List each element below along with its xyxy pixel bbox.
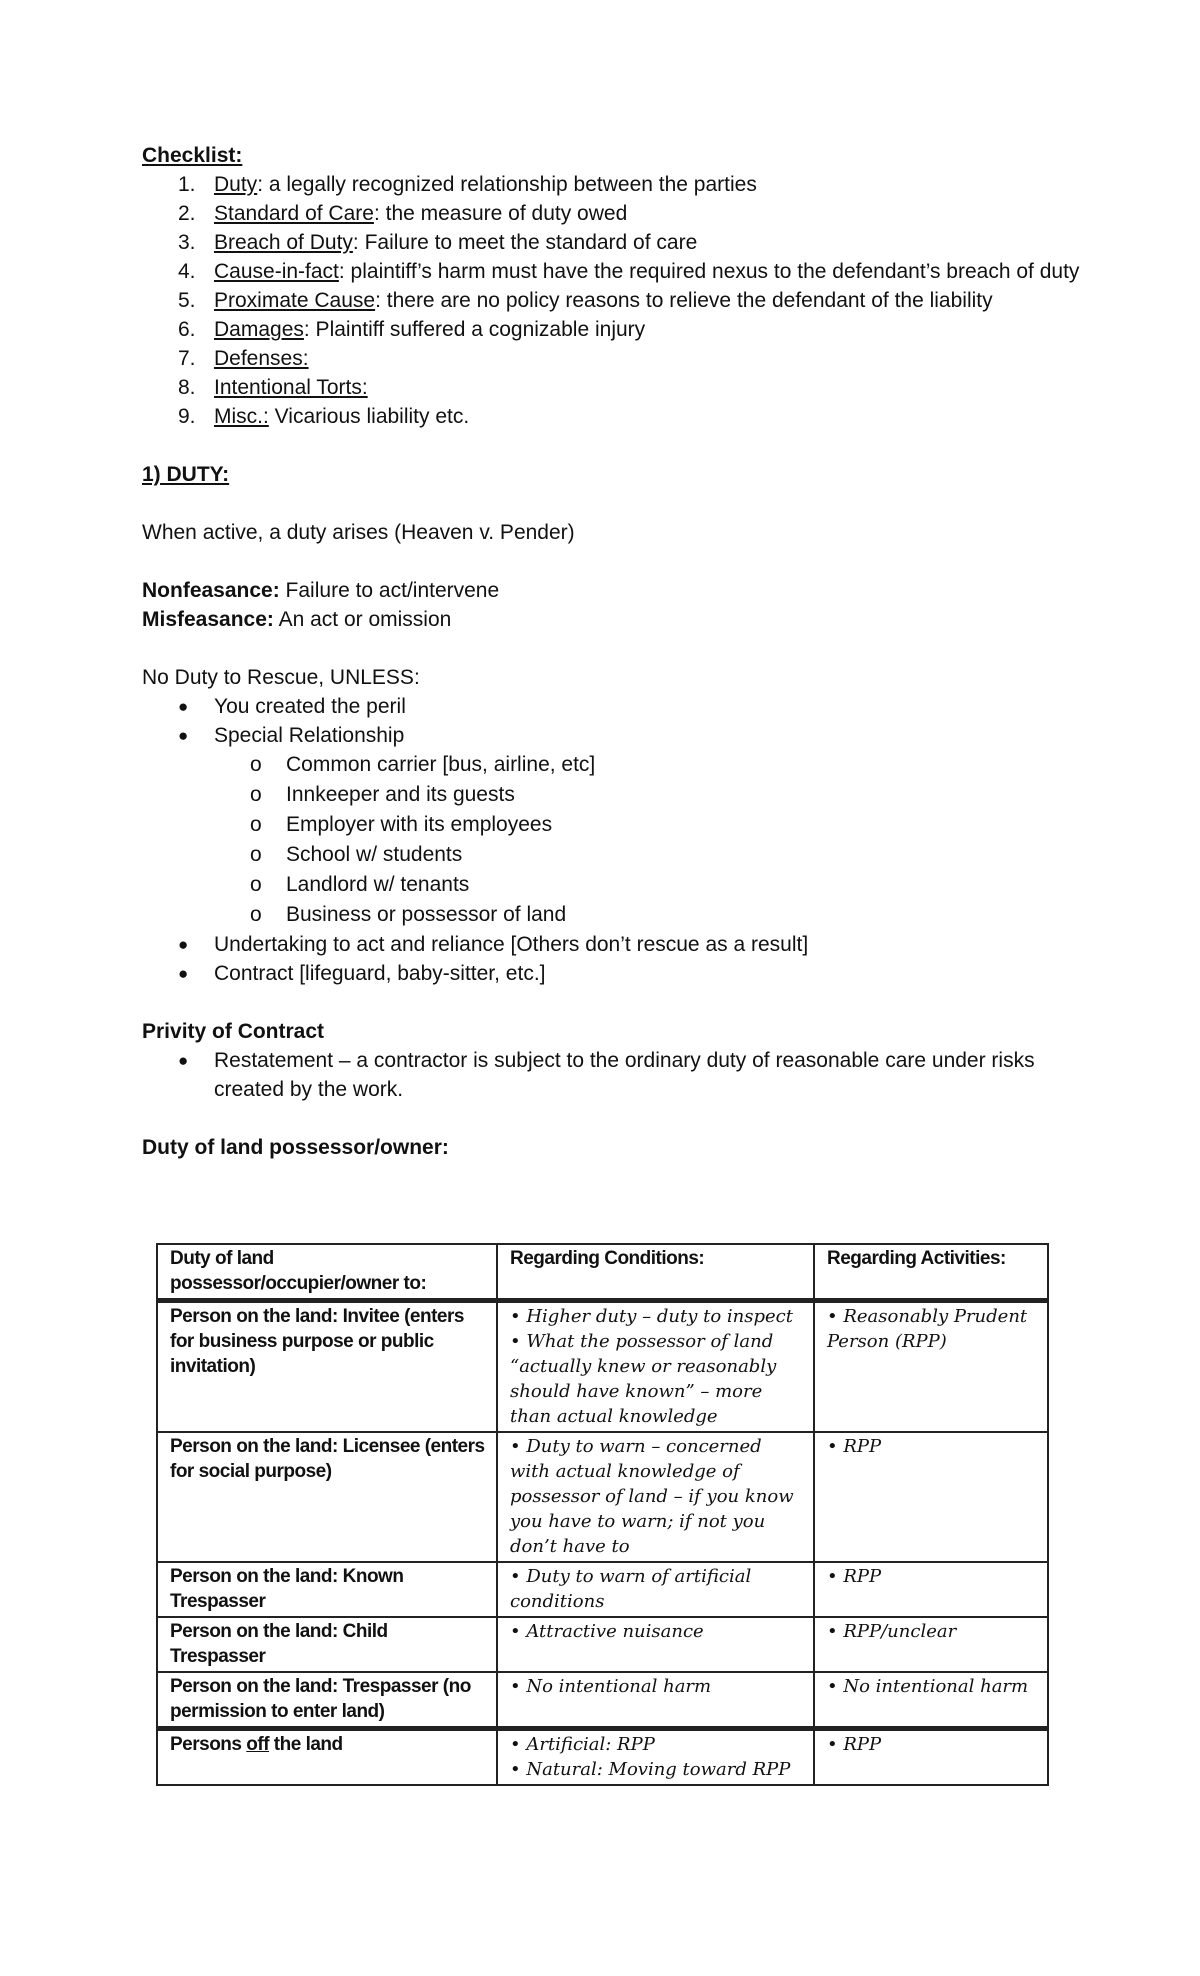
list-item: ● Undertaking to act and reliance [Others don’t rescue as a result] <box>142 930 1082 959</box>
rescue-list <box>142 692 1082 988</box>
list-item: o Business or possessor of land <box>214 900 1082 930</box>
table-row <box>157 1301 1048 1433</box>
table-header-cell: Regarding Activities: <box>814 1244 1048 1301</box>
table-cell: • Reasonably Prudent Person (RPP) <box>814 1301 1048 1433</box>
table-cell: Person on the land: Child Trespasser <box>157 1617 497 1672</box>
bullet-icon: ● <box>178 697 189 716</box>
privity-list <box>142 1046 1082 1104</box>
rescue-intro: No Duty to Rescue, UNLESS: <box>142 666 420 689</box>
misfeasance-line: Misfeasance: An act or omission <box>142 608 452 631</box>
table-header-cell: Regarding Conditions: <box>497 1244 814 1301</box>
list-item: o Common carrier [bus, airline, etc] <box>214 750 1082 780</box>
table-row <box>157 1617 1048 1672</box>
special-relationship-list <box>214 750 1082 930</box>
table-header-row <box>157 1244 1048 1301</box>
table-cell: • Duty to warn of artificial conditions <box>497 1562 814 1617</box>
table-cell: • RPP <box>814 1562 1048 1617</box>
bullet-icon: ● <box>178 964 189 983</box>
table-cell: • No intentional harm <box>497 1672 814 1729</box>
nonfeasance-line: Nonfeasance: Failure to act/intervene <box>142 579 500 602</box>
checklist-item: 5. Proximate Cause: there are no policy reasons to relieve the defendant of the liability <box>178 289 993 312</box>
checklist-item: 3. Breach of Duty: Failure to meet the standard of care <box>178 231 698 254</box>
list-item: o Landlord w/ tenants <box>214 870 1082 900</box>
bullet-icon: ● <box>178 726 189 745</box>
table-cell: • RPP <box>814 1729 1048 1786</box>
circle-bullet-icon: o <box>250 873 262 896</box>
circle-bullet-icon: o <box>250 783 262 806</box>
land-duty-table <box>156 1243 1049 1786</box>
checklist-item: 7. Defenses: <box>178 347 309 370</box>
checklist-item: 4. Cause-in-fact: plaintiff’s harm must have the required nexus to the defendant’s breach of duty <box>178 260 1080 283</box>
table-cell: • Duty to warn – concerned with actual knowledge of possessor of land – if you know you have to warn; if not you don’t have to <box>497 1432 814 1562</box>
list-item: o Innkeeper and its guests <box>214 780 1082 810</box>
duty-heading: 1) DUTY: <box>142 463 230 486</box>
table-cell: Person on the land: Known Trespasser <box>157 1562 497 1617</box>
table-cell: Person on the land: Licensee (enters for social purpose) <box>157 1432 497 1562</box>
checklist-item: 9. Misc.: Vicarious liability etc. <box>178 405 470 428</box>
checklist-item: 8. Intentional Torts: <box>178 376 368 399</box>
circle-bullet-icon: o <box>250 753 262 776</box>
table-cell: Persons off the land <box>157 1729 497 1786</box>
list-item: ● Contract [lifeguard, baby-sitter, etc.] <box>142 959 1082 988</box>
table-row <box>157 1672 1048 1729</box>
table-row <box>157 1432 1048 1562</box>
list-item: ● Restatement – a contractor is subject to the ordinary duty of reasonable care under risks created by the work. <box>142 1046 1082 1104</box>
checklist-title: Checklist: <box>142 144 243 167</box>
circle-bullet-icon: o <box>250 903 262 926</box>
table-header-cell: Duty of land possessor/occupier/owner to: <box>157 1244 497 1301</box>
list-item: o School w/ students <box>214 840 1082 870</box>
privity-heading: Privity of Contract <box>142 1020 325 1043</box>
list-item: o Employer with its employees <box>214 810 1082 840</box>
table-cell: Person on the land: Invitee (enters for business purpose or public invitation) <box>157 1301 497 1433</box>
checklist-item: 1. Duty: a legally recognized relationship between the parties <box>178 173 757 196</box>
table-cell: • Artificial: RPP • Natural: Moving toward RPP <box>497 1729 814 1786</box>
table-cell: • Attractive nuisance <box>497 1617 814 1672</box>
table-row <box>157 1562 1048 1617</box>
document-body <box>142 141 1082 1162</box>
checklist-item: 2. Standard of Care: the measure of duty owed <box>178 202 628 225</box>
bullet-icon: ● <box>178 935 189 954</box>
circle-bullet-icon: o <box>250 813 262 836</box>
checklist <box>142 170 1082 431</box>
duty-active-line: When active, a duty arises (Heaven v. Pender) <box>142 521 575 544</box>
bullet-icon: ● <box>178 1051 189 1070</box>
list-item: ● Special Relationship o Common carrier [bus, airline, etc] o Innkeeper and its guests o Employer with its employees o School w/ students o Landlord w/ tenants o Business or possessor of land <box>142 721 1082 930</box>
land-duty-heading: Duty of land possessor/owner: <box>142 1136 449 1159</box>
table-cell: • RPP <box>814 1432 1048 1562</box>
table-cell: • RPP/unclear <box>814 1617 1048 1672</box>
table-row <box>157 1729 1048 1786</box>
table-cell: • No intentional harm <box>814 1672 1048 1729</box>
list-item: ● You created the peril <box>142 692 1082 721</box>
checklist-item: 6. Damages: Plaintiff suffered a cognizable injury <box>178 318 646 341</box>
table-cell: Person on the land: Trespasser (no permission to enter land) <box>157 1672 497 1729</box>
circle-bullet-icon: o <box>250 843 262 866</box>
table-cell: • Higher duty – duty to inspect • What the possessor of land “actually knew or reasonably should have known” – more than actual knowledge <box>497 1301 814 1433</box>
